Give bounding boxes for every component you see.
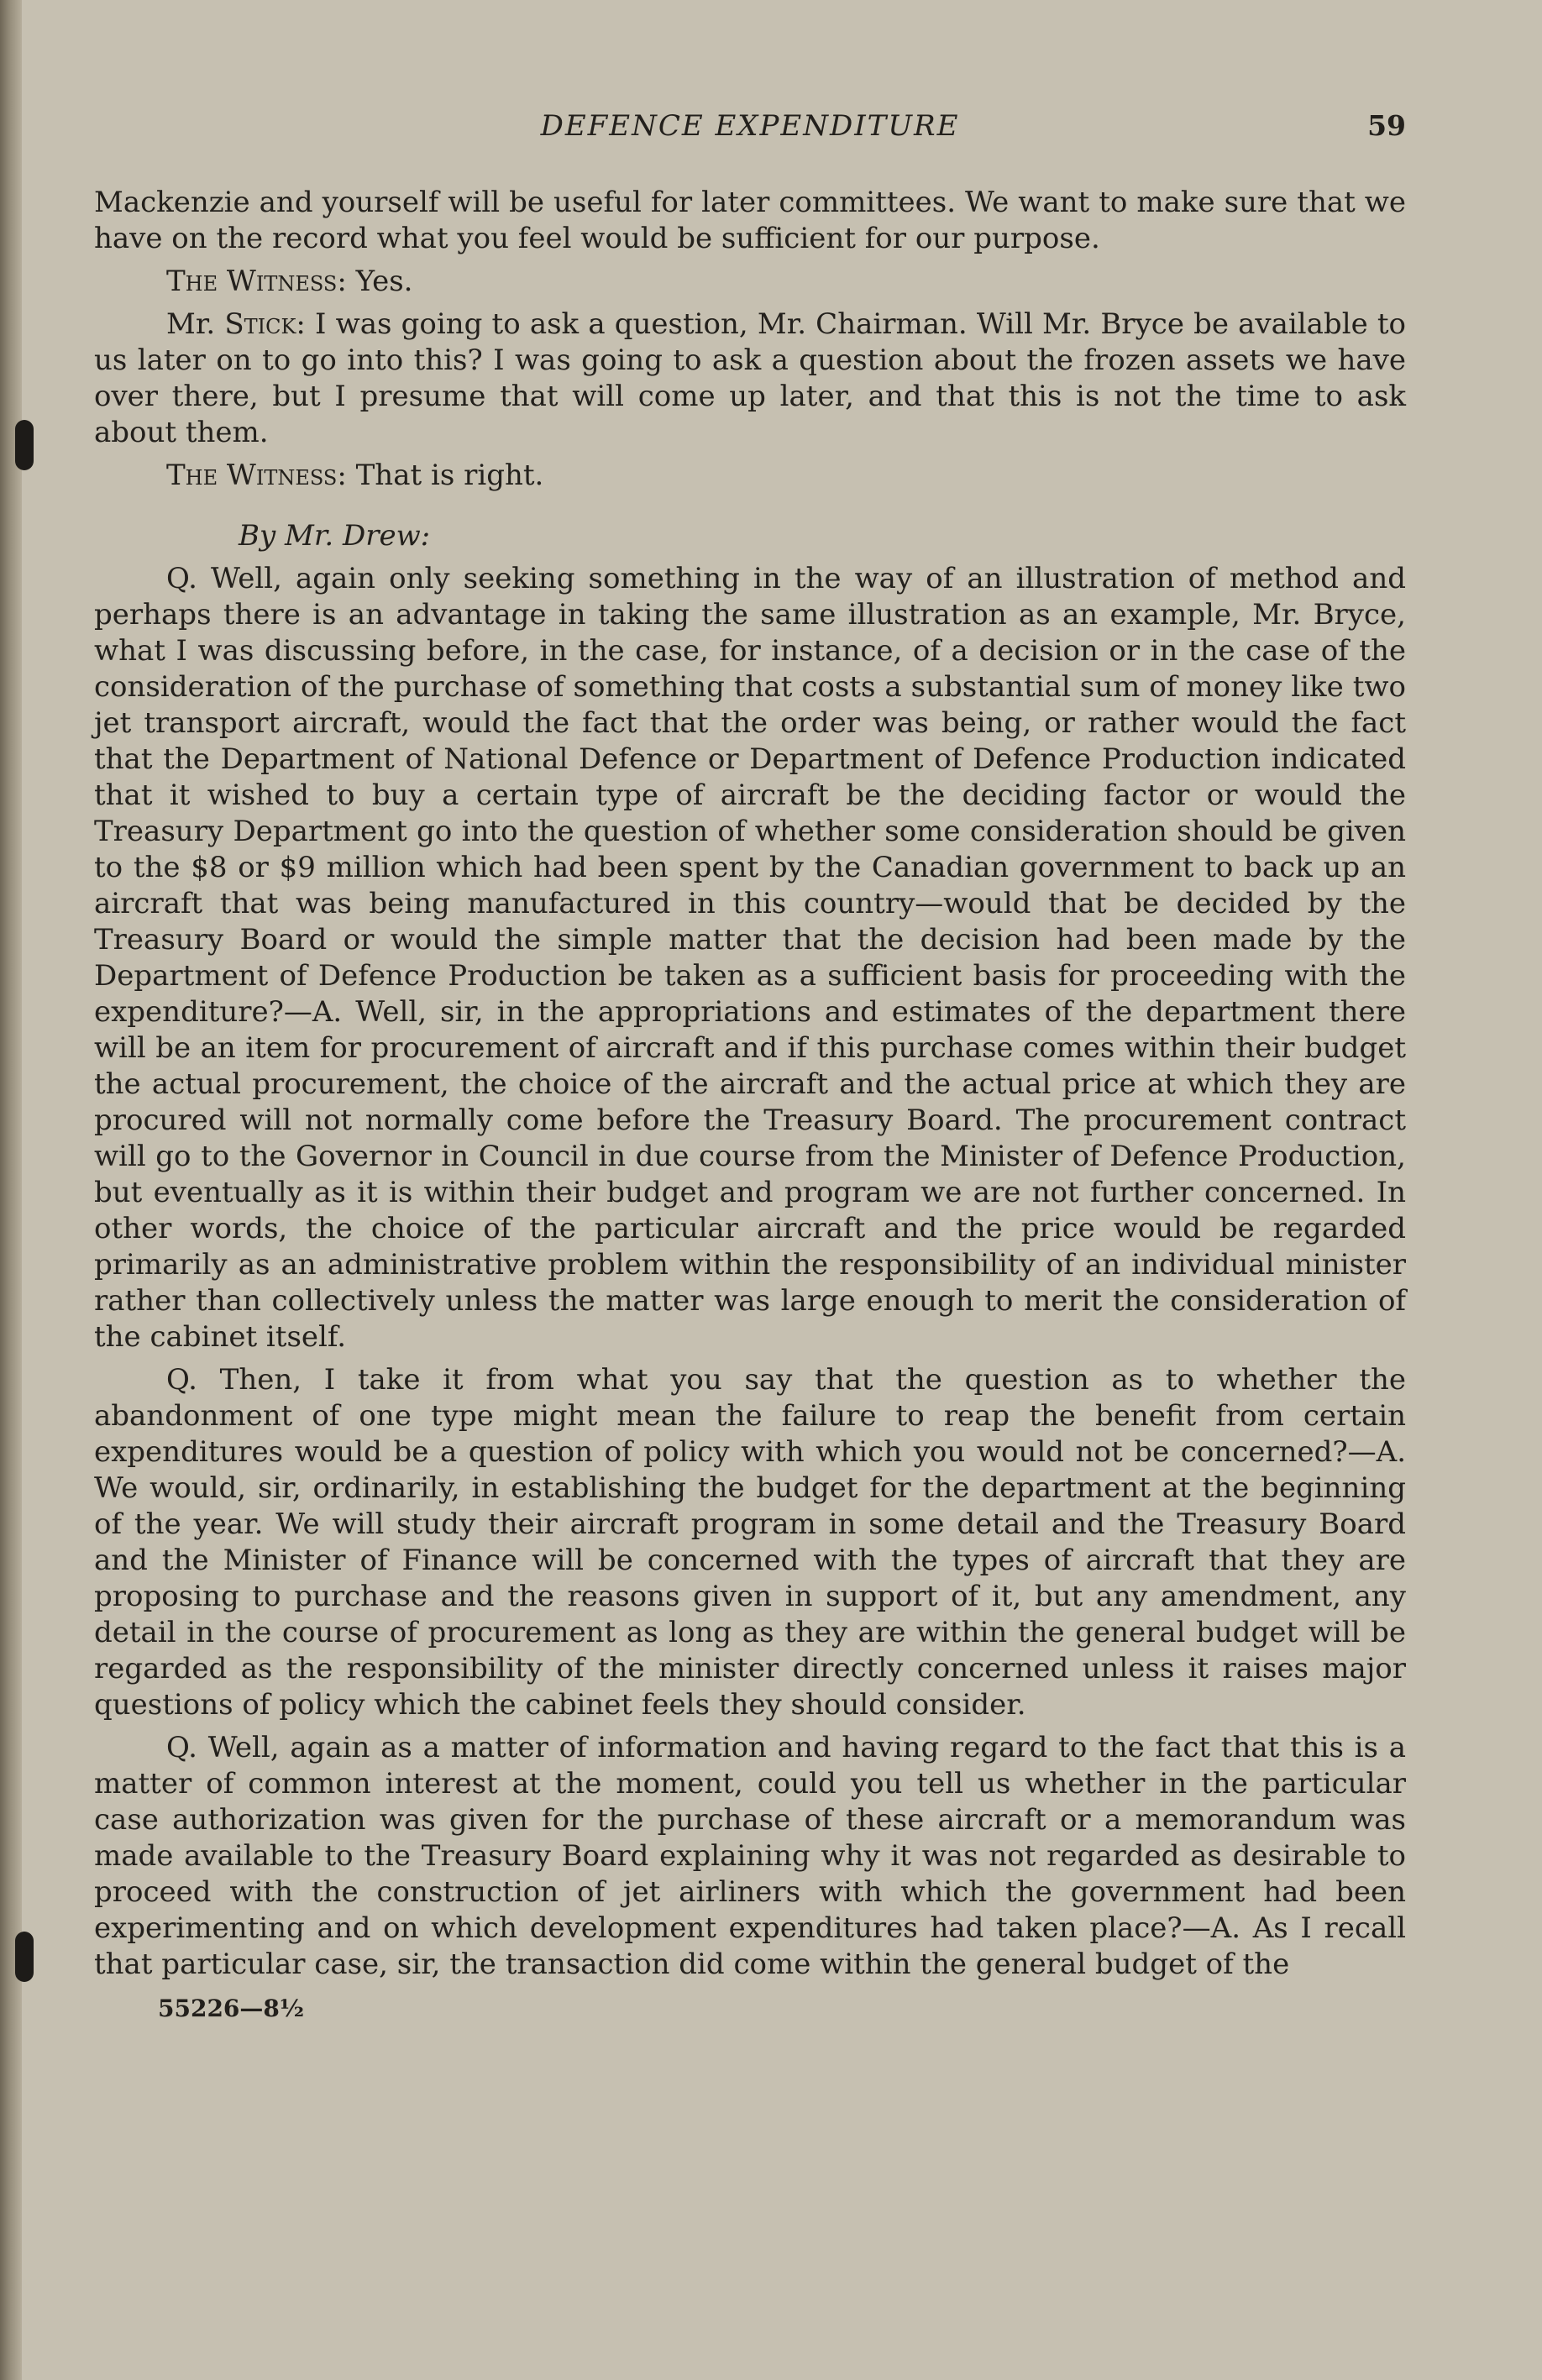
paragraph-mr-stick bbox=[94, 307, 1406, 451]
book-binding-edge bbox=[0, 0, 22, 2380]
speech-text: : Yes. bbox=[337, 265, 413, 298]
binding-hole-bottom bbox=[15, 1932, 34, 1982]
document-page bbox=[94, 109, 1406, 2022]
speaker-name: The Witness bbox=[166, 265, 338, 298]
printer-signature: 55226—8½ bbox=[158, 1995, 305, 2022]
speech-text: : I was going to ask a question, Mr. Chairman. Will Mr. Bryce be available to us later on to go into this? I was going to ask a question about the frozen assets we have over there, but I presume that will come up later, and that this is not the time to ask about them. bbox=[94, 307, 1406, 449]
examiner-byline: By Mr. Drew: bbox=[239, 519, 431, 553]
speaker-name: The Witness bbox=[166, 459, 338, 492]
page-header bbox=[94, 109, 1406, 160]
binding-hole-top bbox=[15, 420, 34, 470]
question-paragraph: Q. Well, again only seeking something in the way of an illustration of method and perhaps there is an advantage in taking the same illustration as an example, Mr. Bryce, what I was discussing before, in the case, for instance, of a decision or in the case of the consideration of the purchase of something that costs a substantial sum of money like two jet transport aircraft, would the fact that the order was being, or rather would the fact that the Department of National Defence or Department of Defence Production indicated that it wished to buy a certain type of aircraft be the deciding factor or would the Treasury Department go into the question of whether some consideration should be given to the $8 or $9 million which had been spent by the Canadian government to back up an aircraft that was being manufactured in this country—would that be decided by the Treasury Board or would the simple matter that the decision had been made by the Department of Defence Production be taken as a sufficient basis for proceeding with the expenditure?—A. Well, sir, in the appropriations and estimates of the department there will be an item for procurement of aircraft and if this purchase comes within their budget the actual procurement, the choice of the aircraft and the actual price at which they are procured will not normally come before the Treasury Board. The procurement contract will go to the Governor in Council in due course from the Minister of Defence Production, but eventually as it is within their budget and program we are not further concerned. In other words, the choice of the particular aircraft and the price would be regarded primarily as an administrative problem within the responsibility of an individual minister rather than collectively unless the matter was large enough to merit the consideration of the cabinet itself. bbox=[94, 562, 1406, 1354]
page-number: 59 bbox=[1367, 109, 1406, 142]
speech-text: : That is right. bbox=[337, 459, 544, 492]
speaker-prefix: Mr. bbox=[166, 307, 225, 341]
paragraph-witness-yes bbox=[94, 264, 1406, 300]
paragraph-witness-right bbox=[94, 458, 1406, 494]
question-paragraph: Q. Then, I take it from what you say that the question as to whether the abandonment of one type might mean the failure to reap the benefit from certain expenditures would be a question of policy with which you would not be concerned?—A. We would, sir, ordinarily, in establishing the budget for the department at the beginning of the year. We will study their aircraft program in some detail and the Treasury Board and the Minister of Finance will be concerned with the types of aircraft that they are proposing to purchase and the reasons given in support of it, but any amendment, any detail in the course of procurement as long as they are within the general budget will be regarded as the responsibility of the minister directly concerned unless it raises major questions of policy which the cabinet feels they should consider. bbox=[94, 1363, 1406, 1722]
question-paragraph: Q. Well, again as a matter of information and having regard to the fact that this is a matter of common interest at the moment, could you tell us whether in the particular case authorization was given for the purchase of these aircraft or a memorandum was made available to the Treasury Board explaining why it was not regarded as desirable to proceed with the construction of jet airliners with which the government had been experimenting and on which development expenditures had taken place?—A. As I recall that particular case, sir, the transaction did come within the general budget of the bbox=[94, 1731, 1406, 1981]
paragraph-continuation: Mackenzie and yourself will be useful for later committees. We want to make sure that we have on the record what you feel would be sufficient for our purpose. bbox=[94, 186, 1406, 255]
running-head: DEFENCE EXPENDITURE bbox=[540, 109, 960, 143]
speaker-name: Stick bbox=[224, 307, 296, 341]
